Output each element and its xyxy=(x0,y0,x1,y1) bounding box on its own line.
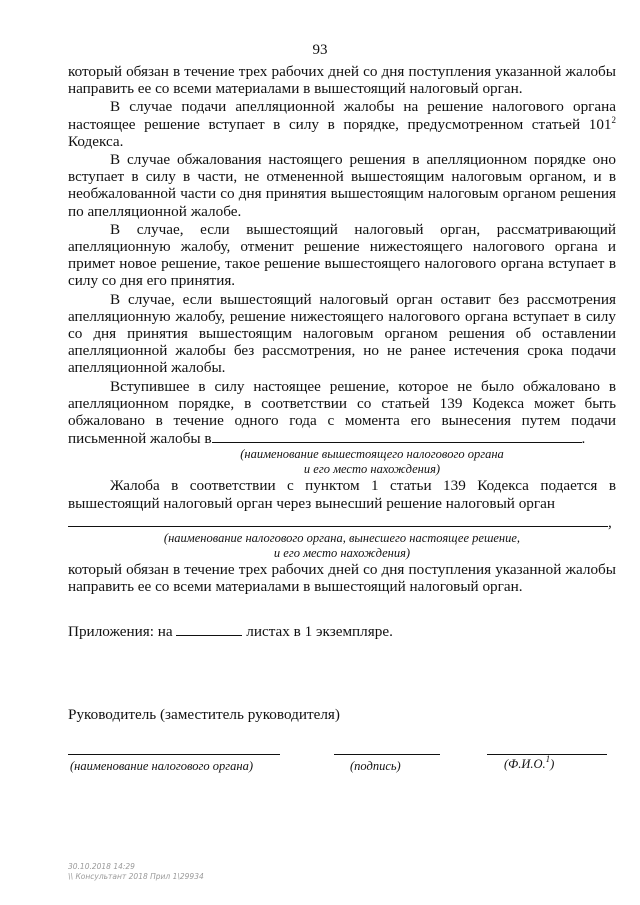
sheet-count-blank xyxy=(176,622,242,636)
page-number: 93 xyxy=(312,42,328,58)
attachments-line xyxy=(68,622,393,641)
print-path: \\ Консультант 2018 Прил 1\29934 xyxy=(68,872,204,881)
paragraph-7: Жалоба в соответствии с пунктом 1 статьи 139 Кодекса подается в вышестоящий налоговый орган через вынесший решение налоговый орган xyxy=(68,477,616,512)
paragraph-2 xyxy=(68,98,616,150)
caption-full-name-text: (Ф.И.О. xyxy=(504,757,546,771)
paragraph-4: В случае, если вышестоящий налоговый орган, рассматривающий апелляционную жалобу, отменит решение нижестоящего налогового органа и примет новое решение, такое решение вышестоящего налогового органа вступает в силу со дня его принятия. xyxy=(68,220,616,290)
issuing-authority-comma: , xyxy=(608,513,612,531)
higher-authority-blank xyxy=(212,429,582,443)
caption-higher-authority-1: (наименование вышестоящего налогового органа xyxy=(240,447,504,462)
paragraph-2-text: В случае подачи апелляционной жалобы на решение налогового органа настоящее решение вступает в силу в порядке, предусмотренном статьей 101 xyxy=(68,98,616,133)
full-name-superscript: 1 xyxy=(545,754,551,764)
paragraph-2-end: Кодекса. xyxy=(68,132,124,150)
issuing-authority-blank xyxy=(68,512,608,527)
caption-org-name: (наименование налогового органа) xyxy=(70,759,253,773)
caption-full-name-end: ) xyxy=(550,757,555,771)
paragraph-1: который обязан в течение трех рабочих дней со дня поступления указанной жалобы направить ее со всеми материалами в вышестоящий налоговый орган. xyxy=(68,63,616,98)
caption-issuing-authority-2: и его место нахождения) xyxy=(273,546,411,561)
article-superscript: 2 xyxy=(611,114,616,125)
signature-title: Руководитель (заместитель руководителя) xyxy=(68,706,340,723)
document-body xyxy=(68,63,616,595)
issuing-authority-line xyxy=(68,512,616,531)
paragraph-6-text: Вступившее в силу настоящее решение, которое не было обжаловано в апелляционном порядке, в соответствии со статьей 139 Кодекса может быть обжаловано в течение одного года с момента его вынесения путем подачи письменной жалобы в xyxy=(68,377,616,448)
paragraph-6-end: . xyxy=(581,430,586,448)
attachments-suffix: листах в 1 экземпляре. xyxy=(246,623,393,640)
caption-full-name xyxy=(504,754,555,772)
org-name-signature-line xyxy=(68,753,280,755)
signature-line xyxy=(334,753,440,755)
paragraph-8: который обязан в течение трех рабочих дней со дня поступления указанной жалобы направить ее со всеми материалами в вышестоящий налоговый орган. xyxy=(68,561,616,596)
caption-higher-authority-2: и его место нахождения) xyxy=(303,462,441,477)
paragraph-6 xyxy=(68,378,616,448)
print-timestamp: 30.10.2018 14:29 xyxy=(68,862,135,871)
paragraph-3: В случае обжалования настоящего решения в апелляционном порядке оно вступает в силу в части, не отмененной вышестоящим налоговым органом, и в необжалованной части со дня принятия вышестоящим налоговым органом решения по апелляционной жалобе. xyxy=(68,151,616,220)
paragraph-5: В случае, если вышестоящий налоговый орган оставит без рассмотрения апелляционную жалобу, решение нижестоящего налогового органа вступает в силу со дня принятия вышестоящим налоговым органом решения об оставлении апелляционной жалобы без рассмотрения, но не ранее истечения срока подачи апелляционной жалобы. xyxy=(68,290,616,377)
caption-signature: (подпись) xyxy=(350,759,401,773)
attachments-prefix: Приложения: на xyxy=(68,623,173,640)
caption-issuing-authority-1: (наименование налогового органа, вынесшего настоящее решение, xyxy=(163,531,521,546)
